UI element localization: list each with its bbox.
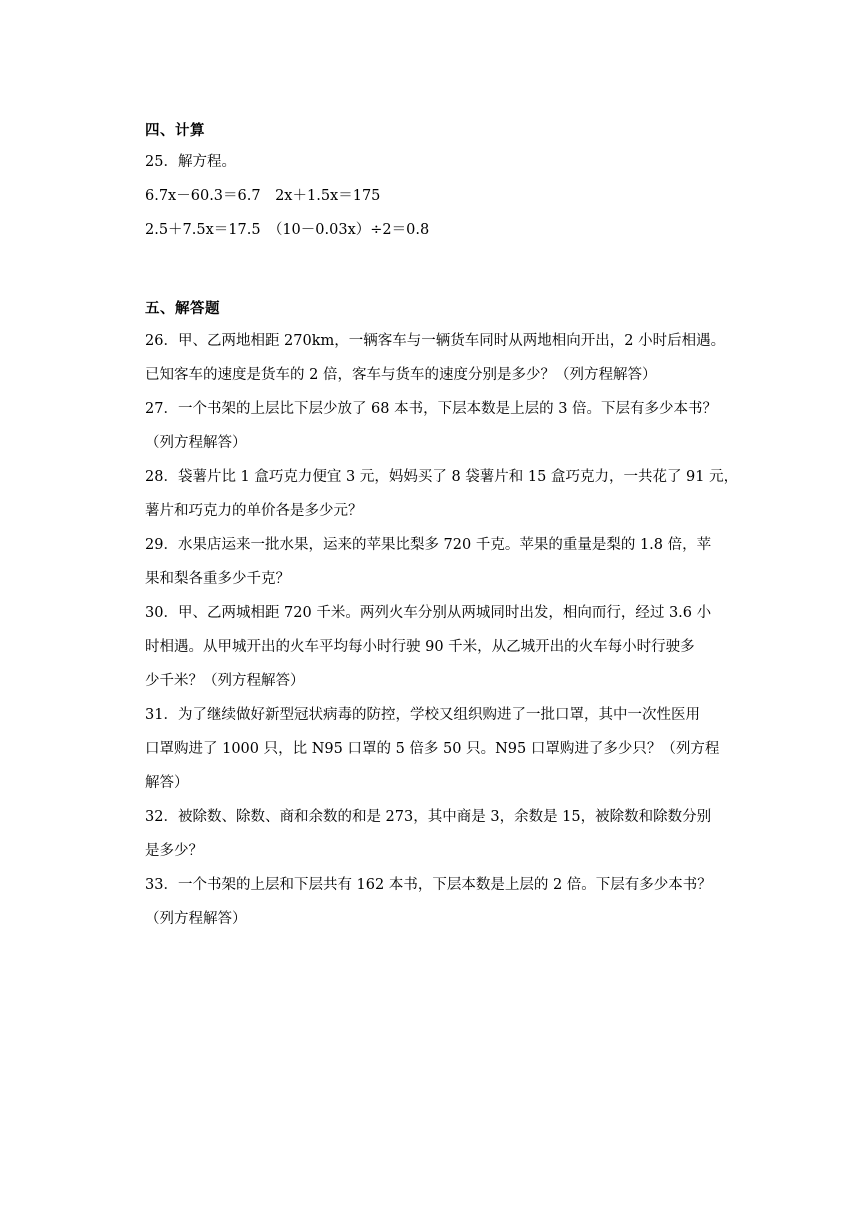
question-25-equations-line-2: 2.5＋7.5x＝17.5 （10－0.03x）÷2＝0.8 <box>145 222 430 238</box>
question-33-line-1: 33．一个书架的上层和下层共有 162 本书，下层本数是上层的 2 倍。下层有多少本书？ <box>145 877 712 893</box>
question-31-line-3: 解答） <box>145 775 189 791</box>
question-33-line-2: （列方程解答） <box>145 911 247 927</box>
section-heading-word-problems: 五、解答题 <box>145 300 220 317</box>
question-29-line-2: 果和梨各重多少千克？ <box>145 571 290 587</box>
question-32-line-2: 是多少？ <box>145 843 203 859</box>
question-29-line-1: 29．水果店运来一批水果，运来的苹果比梨多 720 千克。苹果的重量是梨的 1.8 倍，苹 <box>145 537 712 553</box>
question-28-line-2: 薯片和巧克力的单价各是多少元？ <box>145 503 363 519</box>
question-25-prompt: 25．解方程。 <box>145 154 236 170</box>
question-26-line-2: 已知客车的速度是货车的 2 倍，客车与货车的速度分别是多少？（列方程解答） <box>145 367 657 383</box>
question-31-line-2: 口罩购进了 1000 只，比 N95 口罩的 5 倍多 50 只。N95 口罩购进了多少只？（列方程 <box>145 741 720 757</box>
section-heading-calculation: 四、计算 <box>145 122 205 139</box>
question-30-line-1: 30．甲、乙两城相距 720 千米。两列火车分别从两城同时出发，相向而行，经过 3.6 小 <box>145 605 712 621</box>
question-31-line-1: 31．为了继续做好新型冠状病毒的防控，学校又组织购进了一批口罩，其中一次性医用 <box>145 707 700 723</box>
question-28-line-1: 28．袋薯片比 1 盒巧克力便宜 3 元，妈妈买了 8 袋薯片和 15 盒巧克力，一共花了 91 元， <box>145 469 739 485</box>
question-26-line-1: 26．甲、乙两地相距 270km，一辆客车与一辆货车同时从两地相向开出，2 小时后相遇。 <box>145 333 726 349</box>
question-25-equations-line-1: 6.7x－60.3＝6.7 2x＋1.5x＝175 <box>145 188 381 204</box>
question-30-line-2: 时相遇。从甲城开出的火车平均每小时行驶 90 千米，从乙城开出的火车每小时行驶多 <box>145 639 695 655</box>
question-30-line-3: 少千米？（列方程解答） <box>145 673 305 689</box>
question-32-line-1: 32．被除数、除数、商和余数的和是 273，其中商是 3，余数是 15，被除数和除数分别 <box>145 809 712 825</box>
question-27-line-2: （列方程解答） <box>145 435 247 451</box>
question-27-line-1: 27．一个书架的上层比下层少放了 68 本书，下层本数是上层的 3 倍。下层有多少本书？ <box>145 401 718 417</box>
